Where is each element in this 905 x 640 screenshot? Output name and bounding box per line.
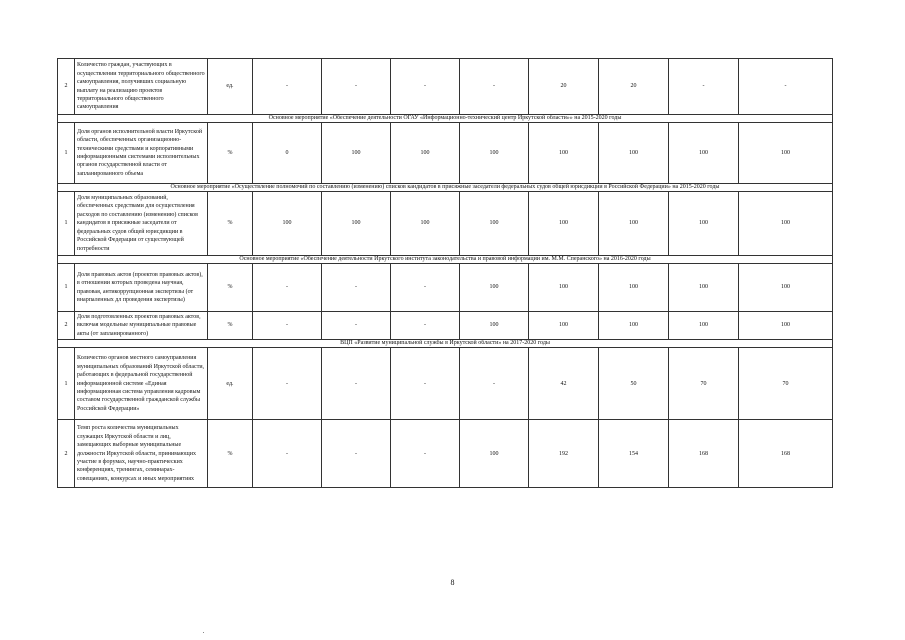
unit-cell: ед.: [208, 348, 253, 420]
value-cell: 100: [322, 192, 391, 256]
row-number: 1: [58, 192, 75, 256]
value-cell: -: [253, 348, 322, 420]
row-number: 1: [58, 123, 75, 184]
row-number: 1: [58, 264, 75, 312]
row-number: 2: [58, 420, 75, 488]
value-cell: 100: [669, 192, 739, 256]
value-cell: -: [253, 312, 322, 340]
value-cell: 100: [739, 264, 833, 312]
table-row: [58, 123, 833, 184]
value-cell: -: [253, 420, 322, 488]
section-title: ВЦП «Развитие муниципальной службы в Иркутской области» на 2017-2020 годы: [58, 340, 833, 348]
indicator-name: Количество органов местного самоуправления муниципальных образований Иркутской области, работающих в федеральной государственной информационной системе «Единая информационная система управления кадровым составом государственной гражданской службы Российской Федерации»: [75, 348, 208, 420]
table-row: [58, 59, 833, 115]
value-cell: 100: [529, 123, 599, 184]
unit-cell: ед.: [208, 59, 253, 115]
section-header-row: [58, 256, 833, 264]
value-cell: 168: [739, 420, 833, 488]
indicator-name: Темп роста количества муниципальных служащих Иркутской области и лиц, замещающих выборные муниципальные должности Иркутской области, принимающих участие в форумах, научно-практических конференциях, тренингах, семинарах-совещаниях, конкурсах и иных мероприятиях: [75, 420, 208, 488]
value-cell: 100: [322, 123, 391, 184]
indicator-name: Количество граждан, участвующих в осуществлении территориального общественного самоуправления, получивших социальную выплату на реализацию проектов территориального общественного самоуправления: [75, 59, 208, 115]
page-number: 8: [450, 578, 455, 587]
value-cell: 20: [529, 59, 599, 115]
value-cell: 100: [460, 264, 529, 312]
indicator-name: Доля органов исполнительной власти Иркутской области, обеспеченных организационно-техническими средствами и корпоративными информационными системами исполнительных органов государственной власти от запланированного объема: [75, 123, 208, 184]
section-header-row: [58, 184, 833, 192]
value-cell: 42: [529, 348, 599, 420]
table-row: [58, 192, 833, 256]
indicator-name: Доля подготовленных проектов правовых актов, включая модельные муниципальные правовые акты (от запланированного): [75, 312, 208, 340]
table-row: [58, 312, 833, 340]
section-header-row: [58, 115, 833, 123]
unit-cell: %: [208, 312, 253, 340]
value-cell: -: [322, 59, 391, 115]
row-number: 1: [58, 348, 75, 420]
value-cell: 100: [529, 264, 599, 312]
value-cell: -: [322, 420, 391, 488]
indicators-table: [57, 58, 833, 488]
indicator-name: Доля муниципальных образований, обеспеченных средствами для осуществления расходов по составлению (изменению) списков кандидатов в присяжные заседатели от федеральных судов общей юрисдикции в Российской Федерации от существующей потребности: [75, 192, 208, 256]
value-cell: 100: [669, 264, 739, 312]
row-number: 2: [58, 312, 75, 340]
unit-cell: %: [208, 123, 253, 184]
unit-cell: %: [208, 192, 253, 256]
value-cell: -: [322, 312, 391, 340]
value-cell: -: [391, 59, 460, 115]
value-cell: 100: [599, 192, 669, 256]
value-cell: -: [391, 420, 460, 488]
value-cell: 20: [599, 59, 669, 115]
section-title: Основное мероприятие «Обеспечение деятельности Иркутского института законодательства и правовой информации им. М.М. Сперанского» на 2016-2020 годы: [58, 256, 833, 264]
value-cell: 100: [460, 123, 529, 184]
value-cell: 100: [529, 192, 599, 256]
value-cell: 0: [253, 123, 322, 184]
table-row: [58, 348, 833, 420]
value-cell: -: [739, 59, 833, 115]
row-number: 2: [58, 59, 75, 115]
unit-cell: %: [208, 420, 253, 488]
value-cell: 100: [669, 312, 739, 340]
value-cell: 100: [460, 192, 529, 256]
value-cell: -: [322, 348, 391, 420]
value-cell: -: [391, 312, 460, 340]
value-cell: -: [253, 59, 322, 115]
value-cell: -: [391, 264, 460, 312]
unit-cell: %: [208, 264, 253, 312]
value-cell: -: [391, 348, 460, 420]
value-cell: 100: [460, 420, 529, 488]
value-cell: 100: [739, 123, 833, 184]
value-cell: 100: [253, 192, 322, 256]
value-cell: 100: [599, 123, 669, 184]
section-title: Основное мероприятие «Осуществление полномочий по составлению (изменению) списков кандидатов в присяжные заседатели федеральных судов общей юрисдикции в Российской Федерации» на 2015-2020 годы: [58, 184, 833, 192]
indicator-name: Доля правовых актов (проектов правовых актов), в отношении которых проведена научная, правовая, антикоррупционная экспертизы (от внарпаленных дл проведения экспертизы): [75, 264, 208, 312]
indicator-table-page: [57, 58, 832, 488]
section-header-row: [58, 340, 833, 348]
table-row: [58, 420, 833, 488]
scan-speck: [203, 632, 204, 633]
value-cell: 100: [460, 312, 529, 340]
value-cell: -: [669, 59, 739, 115]
value-cell: 100: [599, 312, 669, 340]
value-cell: 70: [739, 348, 833, 420]
value-cell: 100: [739, 192, 833, 256]
value-cell: 50: [599, 348, 669, 420]
value-cell: -: [253, 264, 322, 312]
value-cell: 100: [391, 192, 460, 256]
value-cell: 192: [529, 420, 599, 488]
value-cell: -: [460, 348, 529, 420]
value-cell: 168: [669, 420, 739, 488]
table-row: [58, 264, 833, 312]
value-cell: 100: [391, 123, 460, 184]
value-cell: -: [460, 59, 529, 115]
value-cell: 100: [599, 264, 669, 312]
value-cell: 100: [739, 312, 833, 340]
value-cell: 100: [669, 123, 739, 184]
value-cell: 70: [669, 348, 739, 420]
table-body: [58, 59, 833, 488]
value-cell: 100: [529, 312, 599, 340]
section-title: Основное мероприятие «Обеспечение деятельности ОГАУ «Информационно-технический центр Иркутской области»» на 2015-2020 годы: [58, 115, 833, 123]
value-cell: 154: [599, 420, 669, 488]
value-cell: -: [322, 264, 391, 312]
